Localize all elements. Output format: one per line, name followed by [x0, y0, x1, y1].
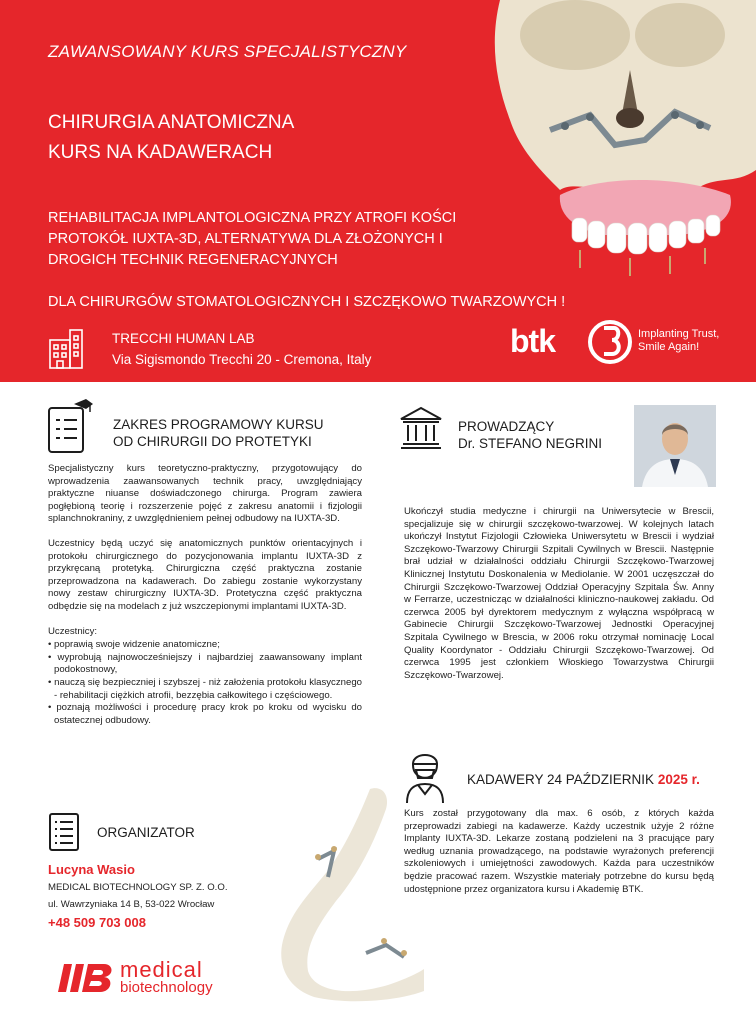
- subtitle-line-3: DROGICH TECHNIK REGENERACYJNYCH: [48, 252, 338, 268]
- organizer-heading: ORGANIZATOR: [97, 825, 195, 840]
- program-body: [48, 463, 362, 727]
- institution-icon: [398, 405, 444, 451]
- course-kicker: ZAWANSOWANY KURS SPECJALISTYCZNY: [48, 42, 407, 61]
- program-heading: [113, 416, 324, 450]
- instructor-portrait-image: [634, 405, 716, 487]
- course-audience: DLA CHIRURGÓW STOMATOLOGICZNYCH I SZCZĘKOWO TWARZOWYCH !: [48, 294, 566, 310]
- btk-tagline: [638, 328, 719, 354]
- building-icon: [48, 328, 84, 370]
- btk-tagline-line-1: Implanting Trust,: [638, 328, 720, 340]
- instructor-heading: [458, 418, 602, 452]
- program-list-intro: Uczestnicy:: [48, 625, 98, 637]
- program-paragraph-1: Specjalistyczny kurs teoretyczno-praktyczny, przygotowujący do wprowadzenia zaawansowanych technik pracy, uwzględniający praktyczne niuanse doświadczonego chirurga. Program zawiera pogłębioną teorię i rozszerzenie pojęć z zakresu anatomii i fizjologii splanchnokraniny, z uwzględnieniem pełnej odbudowy na IUXTA-3D.: [48, 463, 362, 525]
- instructor-heading-label: PROWADZĄCY: [458, 419, 555, 434]
- instructor-bio: Ukończył studia medyczne i chirurgii na Uniwersytecie w Brescii, specjalizuje się w chirurgii szczękowo-twarzowej. W kolejnych latach ukończył Instytut Fizjologii Człowieka Uniwersytetu w Brescii i wydział Szczękowo-Twarzowy Chirurgii Szpitali Cywilnych w Brescii. Następnie brał udział w działalności oddziału Chirurgii Szczękowo-Twarzowej Klinicznej Instytutu Doskonalenia w Mediolanie. W 2001 uczęszczał do Chirurgii Szczękowo-Twarzowej Oddział Operacyjny Szpitala Św. Anny w Ferrarze, uczestnicząc w działalności kliniczno-naukowej zakładu. Od czerwca 2005 był dyrektorem medycznym z wyłączna współpracą w Gabinecie Chirurgii Szczękowo-Twarzowej Jednostki Operacyjnej Szpitala Cywilnego w Brescia, w 2006 roku otrzymał nominację Local Quality Koordynator - Oddziału Chirurgii Szczękowo-Twarzowej. Od czerwca 1995 jest członkiem Włoskiego Towarzystwa Chirurgii Szczękowo-Twarzowej.: [404, 506, 714, 681]
- list-item: • poznają możliwości i procedurę pracy krok po kroku od wycisku do ostatecznej odbudowy.: [48, 702, 362, 726]
- list-item: • wyprobują najnowocześniejszy i najbardziej zaawansowany implant podokostnowy,: [48, 651, 362, 676]
- subtitle-line-2: PROTOKÓŁ IUXTA-3D, ALTERNATYWA DLA ZŁOŻONYCH I: [48, 231, 443, 247]
- title-line-1: CHIRURGIA ANATOMICZNA: [48, 112, 295, 133]
- checklist-icon: [46, 398, 94, 456]
- subtitle-line-1: REHABILITACJA IMPLANTOLOGICZNA PRZY ATROFI KOŚCI: [48, 210, 457, 226]
- list-item: • nauczą się bezpieczniej i szybszej - niż założenia protokołu klasycznego - rehabilitacji ciężkich atrofii, bezzębia całkowitego i częściowego.: [48, 676, 362, 701]
- location-name: TRECCHI HUMAN LAB: [112, 331, 255, 346]
- instructor-name: Dr. STEFANO NEGRINI: [458, 436, 603, 451]
- cadavers-year: 2025 r.: [657, 772, 700, 787]
- header-banner: [0, 0, 756, 382]
- cadavers-heading: [467, 771, 700, 788]
- organizer-address: ul. Wawrzyniaka 14 B, 53-022 Wrocław: [48, 899, 215, 910]
- course-subtitle: [48, 208, 456, 271]
- medical-biotechnology-logo: [58, 957, 238, 1000]
- btk-tagline-line-2: Smile Again!: [638, 341, 700, 353]
- document-list-icon: [48, 812, 80, 852]
- program-bullet-list: [48, 639, 362, 727]
- mb-logo-word-2: biotechnology: [120, 979, 213, 996]
- organizer-phone[interactable]: +48 509 703 008: [48, 915, 146, 930]
- cadavers-description: Kurs został przygotowany dla max. 6 osób, z których każda przeprowadzi zabiegi na kadawerze. Każdy uczestnik użyje 2 różne Implanty IUXTA-3D. Lekarze zostaną podzieleni na 3 pracujące pary według uznania prowadzącego, na podstawie wyrażonych preferencji szkoleniowych i umiejętności zawodowych. Każda para uczestników będzie pracować razem. Wszystkie materiały potrzebne do kursu będą udostępnione przez organizatora kursu i Akademię BTK.: [404, 808, 714, 895]
- organizer-company: MEDICAL BIOTECHNOLOGY SP. Z. O.O.: [48, 882, 228, 893]
- mb-emblem-icon: [58, 962, 114, 994]
- skull-implant-illustration: [480, 0, 756, 290]
- list-item: • poprawią swoje widzenie anatomiczne;: [48, 639, 220, 651]
- cadavers-date: KADAWERY 24 PAŹDZIERNIK: [467, 772, 655, 787]
- instructor-photo: [634, 405, 716, 487]
- btk-emblem-icon: [588, 318, 632, 366]
- location-address: Via Sigismondo Trecchi 20 - Cremona, Italy: [112, 352, 372, 367]
- mandible-implant-illustration: [278, 785, 428, 1003]
- btk-logo: [510, 318, 730, 366]
- program-paragraph-2: Uczestnicy będą uczyć się anatomicznych punktów orientacyjnych i protokołu chirurgicznego do pozycjonowania implantu IUXTA-3D z przykręcaną protetyką. Chirurgiczna część praktyczna zostanie przeprowadzona na kadawerach. Do zabiegu zostanie wykorzystany nowy zestaw chirurgiczny IUXTA-3D. Protetyczna część praktyczna odbędzie się na modelach z już wszczepionymi implantami IUXTA-3D.: [48, 537, 362, 612]
- course-title: [48, 108, 294, 168]
- btk-wordmark: btk: [510, 323, 555, 359]
- program-heading-line-2: OD CHIRURGII DO PROTETYKI: [113, 434, 312, 449]
- title-line-2: KURS NA KADAWERACH: [48, 142, 273, 163]
- organizer-contact-name: Lucyna Wasio: [48, 862, 135, 877]
- program-heading-line-1: ZAKRES PROGRAMOWY KURSU: [113, 417, 324, 432]
- mb-logo-word-1: medical: [120, 957, 203, 982]
